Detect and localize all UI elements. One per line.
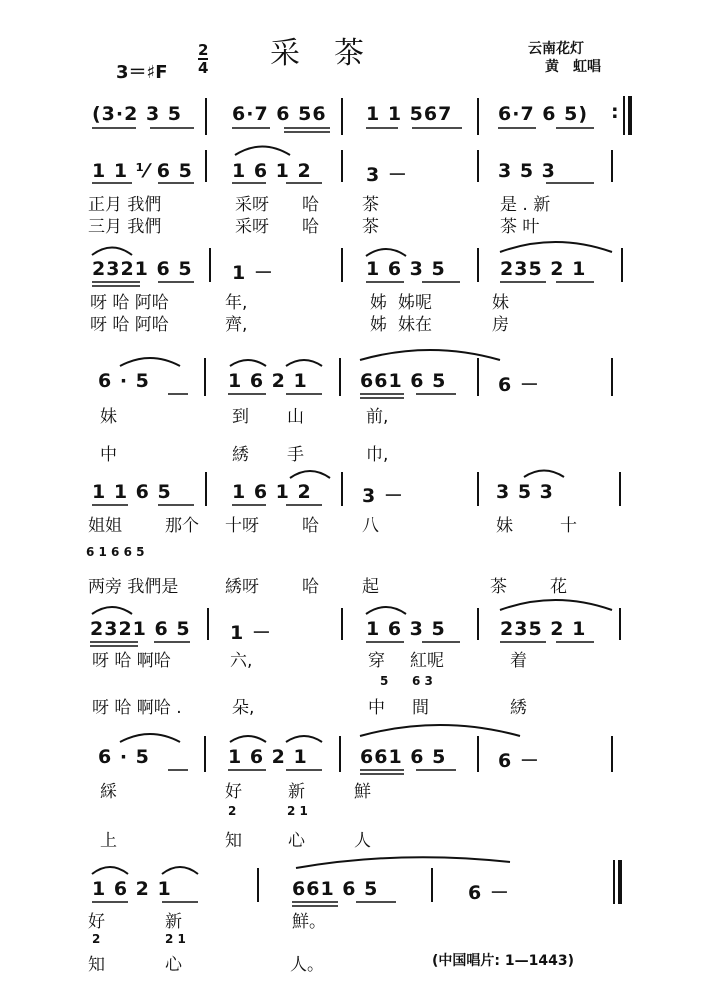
grace-notes-s5: 6 1 6 6 5 <box>86 545 145 559</box>
lyric-s5-v1-d: 哈 <box>302 516 319 536</box>
grace-note-s6-a: 5 <box>380 674 389 688</box>
lyric-s3-v1-c: 姊 <box>370 293 387 313</box>
lyric-s2-v1-b: 采呀 <box>235 195 269 215</box>
lyric-s2-v2-e: 茶 叶 <box>500 217 540 237</box>
lyric-s8-v1-a: 好 <box>88 912 105 932</box>
notes-s5-m1: 1 1 6 5 <box>92 481 172 503</box>
lyric-s8-v2-a: 知 <box>88 955 105 975</box>
notes-s8-m1: 1 6 2 1 <box>92 878 172 900</box>
lyric-s5-v1-c: 十呀 <box>225 516 259 536</box>
notes-s1-m3: 1 1 567 <box>366 103 453 125</box>
lyric-s2-v2-d: 茶 <box>362 217 379 237</box>
lyric-s6-v2-a: 呀 哈 啊哈 . <box>92 698 182 718</box>
lyric-s2-v1-e: 是 . 新 <box>500 195 551 215</box>
notes-s4-m3: 661 6 5 <box>360 370 447 392</box>
grace-note-s8-a: 2 <box>92 932 101 946</box>
lyric-s4-v1-c: 山 <box>287 407 304 427</box>
notes-s2-m2: 1 6 1 2 <box>232 160 312 182</box>
grace-note-s7-b: 2 1 <box>287 804 308 818</box>
lyric-s5-v1-a: 姐姐 <box>88 516 122 536</box>
grace-note-s6-b: 6 3 <box>412 674 433 688</box>
source-credit: 云南花灯 <box>528 41 584 57</box>
key-signature: 3＝♯F <box>116 62 168 83</box>
lyric-s4-v1-d: 前, <box>366 407 389 427</box>
notes-s6-m1: 2321 6 5 <box>90 618 191 640</box>
lyric-s5-v2-a: 两旁 我們是 <box>88 577 179 597</box>
notes-s7-m1: 6 · 5 <box>98 746 150 768</box>
lyric-s4-v2-d: 巾, <box>366 445 389 465</box>
singer-credit: 黄 虹唱 <box>545 59 601 75</box>
notes-s3-m3: 1 6 3 5 <box>366 258 446 280</box>
notes-s3-m2: 1 － <box>232 262 274 284</box>
lyric-s2-v2-b: 采呀 <box>235 217 269 237</box>
lyric-s2-v1-a: 正月 我們 <box>88 195 162 215</box>
lyric-s4-v2-c: 手 <box>287 445 304 465</box>
notes-s6-m2: 1 － <box>230 622 272 644</box>
lyric-s3-v2-b: 齊, <box>225 315 248 335</box>
lyric-s5-v1-f: 妹 <box>496 516 513 536</box>
catalog-number: (中国唱片: 1—1443) <box>432 953 574 969</box>
song-title: 采茶 <box>270 36 398 71</box>
notes-s6-m4: 235 2 1 <box>500 618 587 640</box>
notes-s8-m3: 6 － <box>468 882 510 904</box>
lyric-s6-v1-d: 紅呢 <box>410 651 444 671</box>
notes-s5-m2: 1 6 1 2 <box>232 481 312 503</box>
notes-s7-m4: 6 － <box>498 750 540 772</box>
notes-s5-m3: 3 － <box>362 485 404 507</box>
lyric-s3-v1-b: 年, <box>225 293 248 313</box>
lyric-s8-v2-c: 人。 <box>290 955 324 975</box>
lyric-s5-v2-e: 茶 <box>490 577 507 597</box>
notes-s2-m3: 3 － <box>366 164 408 186</box>
repeat-dots: : <box>611 101 620 123</box>
lyric-s6-v1-e: 着 <box>510 651 527 671</box>
lyric-s3-v2-a: 呀 哈 阿哈 <box>90 315 169 335</box>
lyric-s8-v2-b: 心 <box>165 955 182 975</box>
lyric-s6-v2-e: 綉 <box>510 698 527 718</box>
meter-top: 2 <box>198 41 209 59</box>
lyric-s7-v1-d: 鮮 <box>354 782 371 802</box>
lyric-s5-v1-g: 十 <box>560 516 577 536</box>
notes-s1-m1: (3·2 3 5 <box>92 103 183 125</box>
lyric-s4-v1-b: 到 <box>232 407 249 427</box>
lyric-s5-v1-b: 那个 <box>165 516 199 536</box>
lyric-s7-v2-c: 心 <box>288 831 305 851</box>
lyric-s7-v2-d: 人 <box>354 831 371 851</box>
lyric-s2-v1-d: 茶 <box>362 195 379 215</box>
lyric-s3-v2-c: 姊 <box>370 315 387 335</box>
lyric-s2-v1-c: 哈 <box>302 195 319 215</box>
lyric-s6-v2-c: 中 <box>368 698 385 718</box>
notes-s4-m4: 6 － <box>498 374 540 396</box>
notes-s5-m4: 3 5 3 <box>496 481 554 503</box>
notes-s3-m1: 2321 6 5 <box>92 258 193 280</box>
lyric-s8-v1-b: 新 <box>165 912 182 932</box>
lyric-s4-v2-a: 中 <box>100 445 117 465</box>
notes-s1-m4: 6·7 6 5) <box>498 103 589 125</box>
lyric-s6-v1-b: 六, <box>230 651 253 671</box>
lyric-s5-v2-d: 起 <box>362 577 379 597</box>
lyric-s7-v1-c: 新 <box>288 782 305 802</box>
lyric-s4-v1-a: 妹 <box>100 407 117 427</box>
lyric-s3-v1-d: 姊呢 <box>398 293 432 313</box>
lyric-s6-v1-a: 呀 哈 啊哈 <box>92 651 171 671</box>
lyric-s7-v1-b: 好 <box>225 782 242 802</box>
grace-note-s7-a: 2 <box>228 804 237 818</box>
notes-s2-m4: 3 5 3 <box>498 160 556 182</box>
notes-s7-m2: 1 6 2 1 <box>228 746 308 768</box>
notes-s4-m1: 6 · 5 <box>98 370 150 392</box>
lyric-s3-v2-d: 妹在 <box>398 315 432 335</box>
lyric-s5-v2-c: 哈 <box>302 577 319 597</box>
notes-s4-m2: 1 6 2 1 <box>228 370 308 392</box>
notes-s8-m2: 661 6 5 <box>292 878 379 900</box>
lyric-s6-v2-b: 朵, <box>232 698 255 718</box>
lyric-s2-v2-c: 哈 <box>302 217 319 237</box>
grace-note-s8-b: 2 1 <box>165 932 186 946</box>
lyric-s3-v1-e: 妹 <box>492 293 509 313</box>
lyric-s6-v1-c: 穿 <box>368 651 385 671</box>
notes-s2-m1: 1 1 ¹⁄ 6 5 <box>92 160 193 182</box>
lyric-s6-v2-d: 間 <box>412 698 429 718</box>
notes-s6-m3: 1 6 3 5 <box>366 618 446 640</box>
lyric-s3-v2-e: 房 <box>492 315 509 335</box>
lyric-s5-v2-b: 綉呀 <box>225 577 259 597</box>
lyric-s7-v2-b: 知 <box>225 831 242 851</box>
lyric-s7-v2-a: 上 <box>100 831 117 851</box>
lyric-s5-v2-f: 花 <box>550 577 567 597</box>
lyric-s5-v1-e: 八 <box>362 516 379 536</box>
meter-bottom: 4 <box>198 59 209 77</box>
lyric-s3-v1-a: 呀 哈 阿哈 <box>90 293 169 313</box>
lyric-s4-v2-b: 綉 <box>232 445 249 465</box>
notes-s3-m4: 235 2 1 <box>500 258 587 280</box>
lyric-s8-v1-c: 鮮。 <box>292 912 326 932</box>
notes-s7-m3: 661 6 5 <box>360 746 447 768</box>
lyric-s7-v1-a: 綵 <box>100 782 117 802</box>
lyric-s2-v2-a: 三月 我們 <box>88 217 162 237</box>
notes-s1-m2: 6·7 6 56 <box>232 103 327 125</box>
